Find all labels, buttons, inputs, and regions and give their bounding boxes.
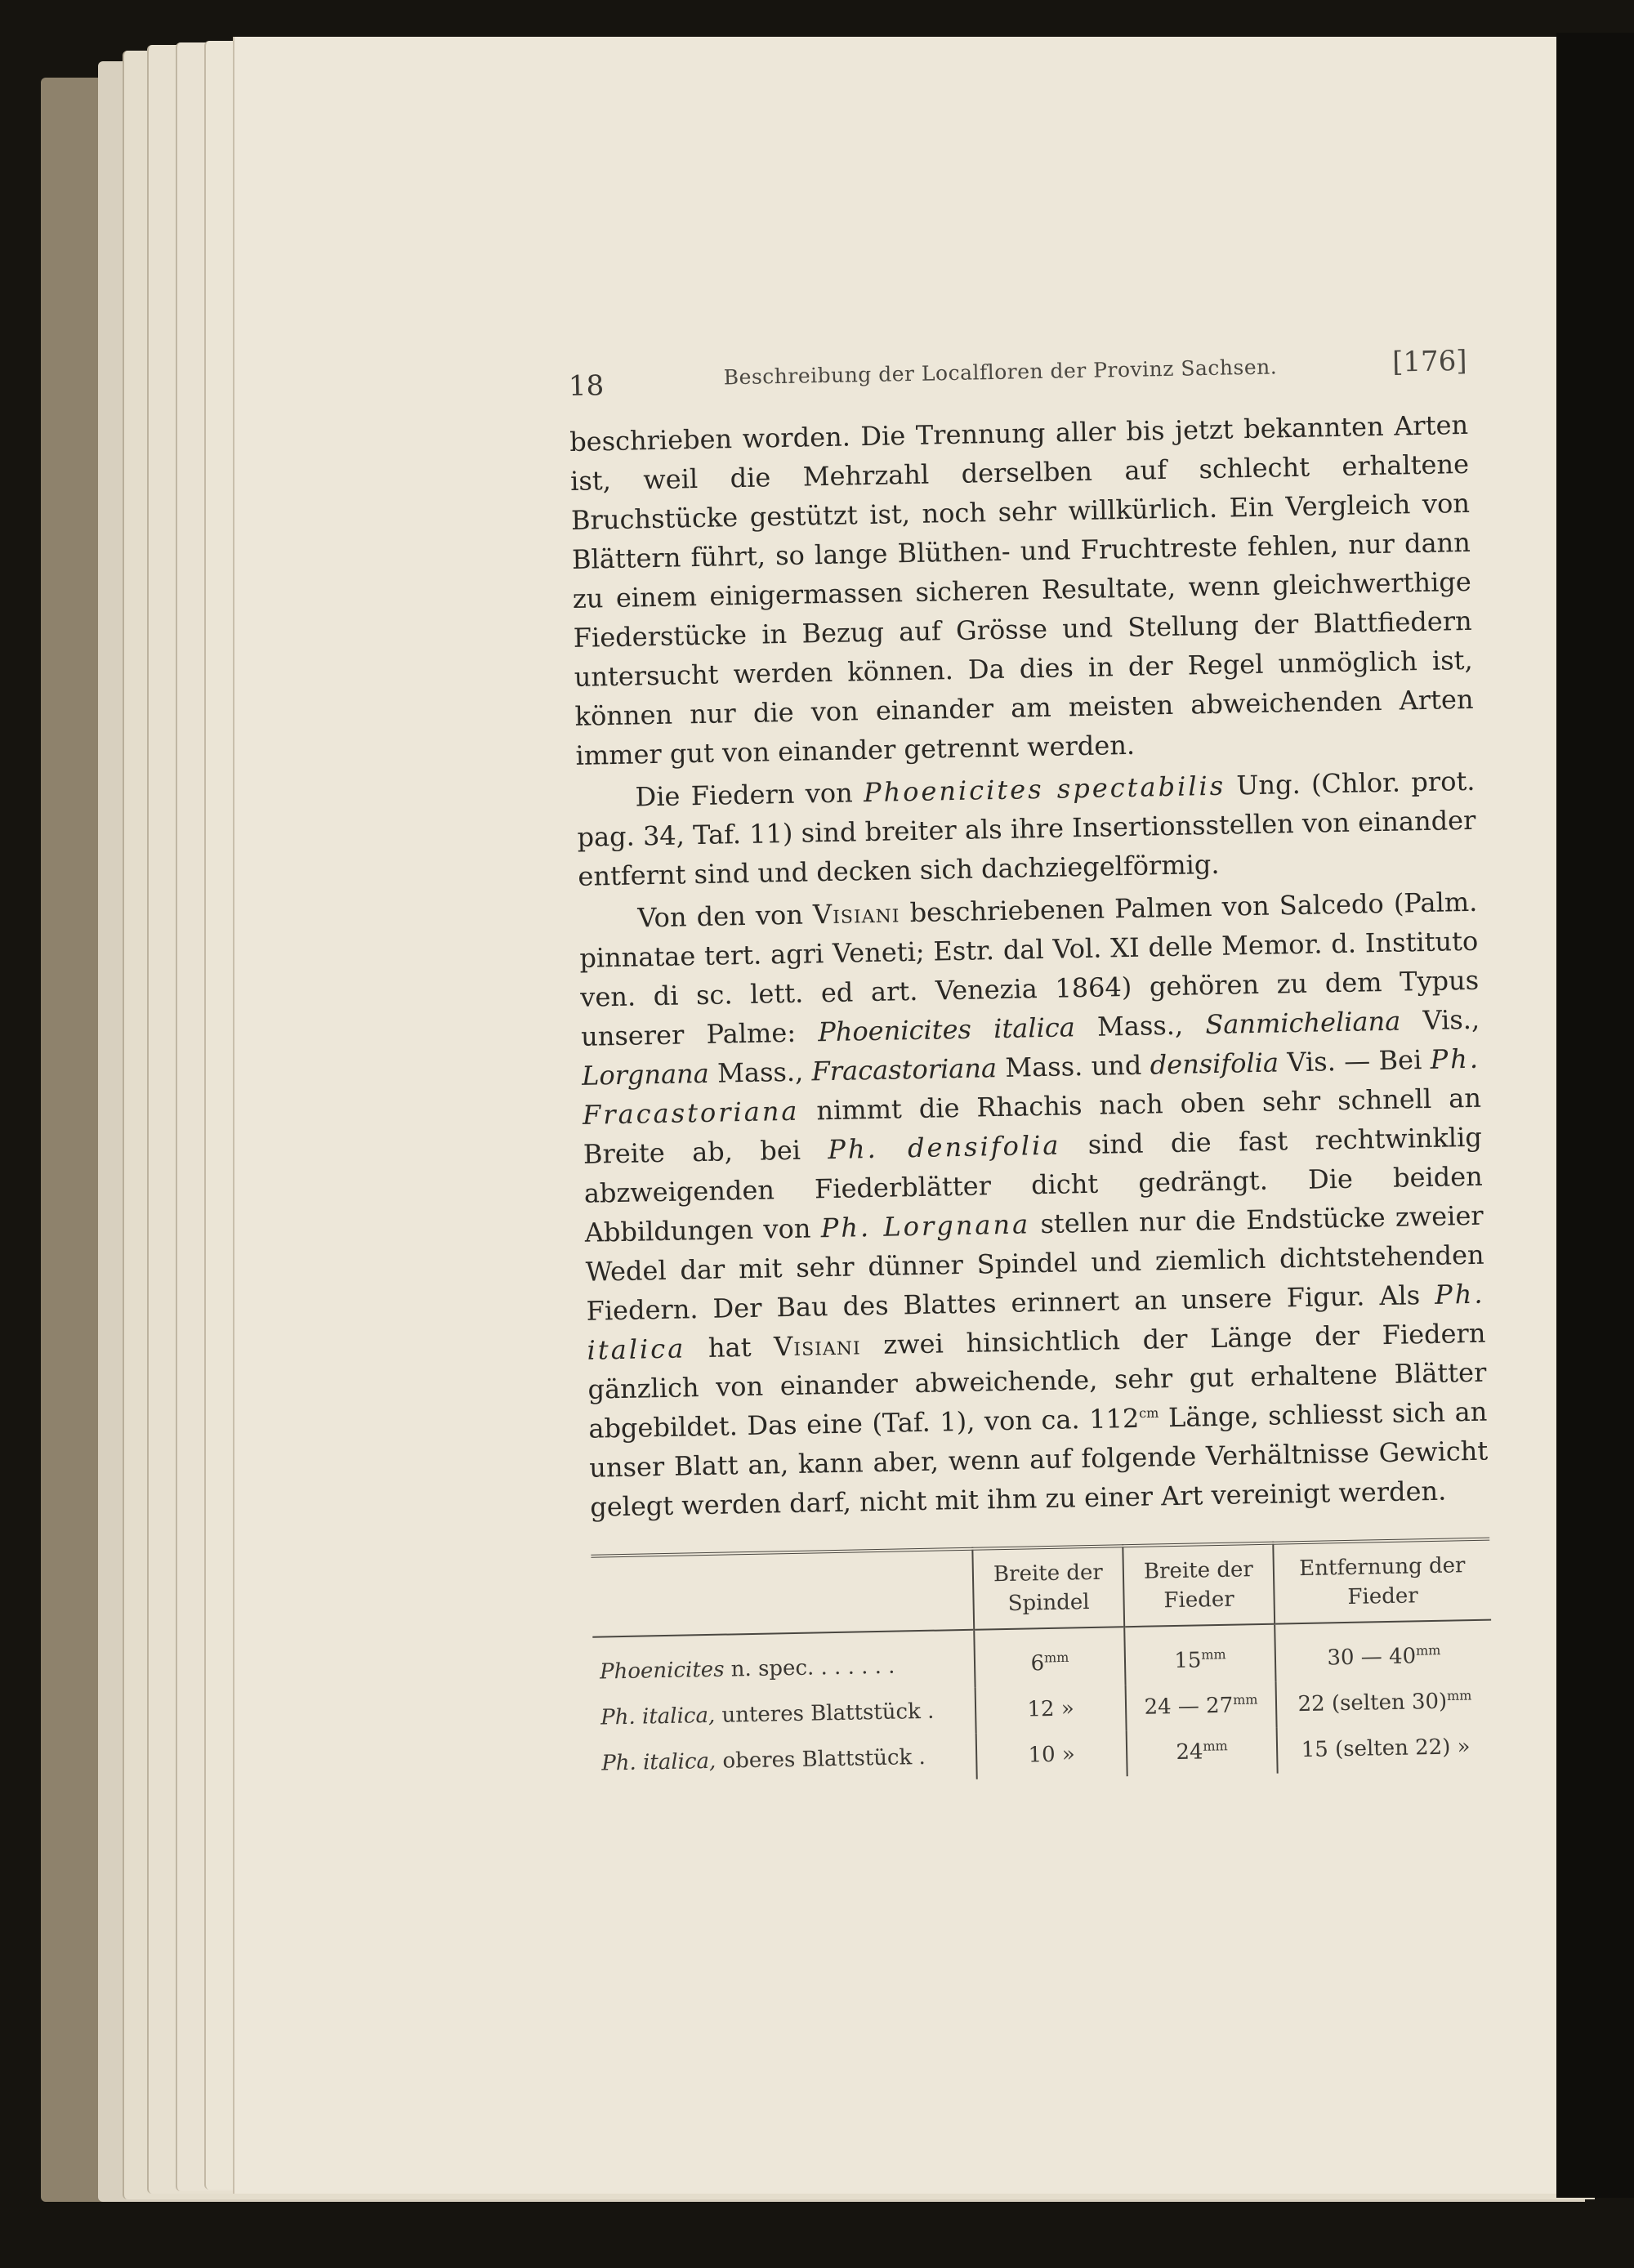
table-header: Breite der Spindel — [972, 1546, 1124, 1630]
page-number: 18 — [568, 369, 605, 403]
table-cell: 15 (selten 22) » — [1277, 1724, 1494, 1774]
table-cell-species: Phoenicites n. spec. . . . . . . — [599, 1654, 895, 1685]
species-name: Ph. Fracastoriana — [582, 1042, 1481, 1131]
paragraph: Von den von Visiani beschriebenen Palmen von Salcedo (Palm. pinnatae tert. agri Veneti; Estr. dal Vol. XI delle Memor. d. Instituto ven. di sc. lett. ed art. Venezia 1864) gehören zu dem Typus unserer Palme: Phoenicites italica Mass., Sanmicheliana Vis., Lorgnana Mass., Fracastoriana Mass. und densifolia Vis. — Bei Ph. Fracastoriana nimmt die Rhachis nach oben sehr schnell an Breite ab, bei Ph. densifolia sind die fast rechtwinklig abzweigenden Fiederblätter dicht gedrängt. Die beiden Abbildungen von Ph. Lorgnana stellen nur die Endstücke zweier Wedel dar mit sehr dünner Spindel und ziemlich dichtstehenden Fiedern. Der Bau des Blattes erinnert an unsere Figur. Als Ph. italica hat Visiani zwei hinsichtlich der Länge der Fiedern gänzlich von einander abweichende, sehr gut erhaltene Blätter abgebildet. Das eine (Taf. 1), von ca. $112^{cm}$ Länge, schliesst sich an unser Blatt an, kann aber, wenn auf folgende Verhältnisse Gewicht gelegt werden darf, nicht mit ihm zu einer Art vereinigt werden. — [578, 886, 1489, 1523]
book-gutter — [1556, 33, 1634, 2198]
table-cell: $15^{mm}$ — [1124, 1624, 1275, 1685]
table-cell: 10 » — [976, 1730, 1127, 1779]
running-title: Beschreibung der Localfloren der Provinz Sachsen. — [723, 355, 1278, 390]
species-name: Phoenicites italica — [817, 1011, 1076, 1048]
table-header: Breite der Fieder — [1123, 1543, 1275, 1627]
paragraph: beschrieben worden. Die Trennung aller bis jetzt bekannten Arten ist, weil die Mehrzahl derselben auf schlecht erhaltene Bruchstücke gestützt ist, noch sehr willkürlich. Ein Vergleich von Blättern führt, so lange Blüthen- und Fruchtreste fehlen, nur dann zu einem einigermassen sicheren Resultate, wenn gleichwerthige Fiederstücke in Bezug auf Grösse und Stellung der Blattfiedern untersucht werden können. Da dies in der Regel unmöglich ist, können nur die von einander am meisten abweichenden Arten immer gut von einander getrennt werden. — [569, 409, 1474, 771]
species-name: Ph. italica — [587, 1278, 1485, 1366]
unit-superscript: cm — [1138, 1404, 1159, 1422]
species-name: Fracastoriana — [811, 1052, 998, 1087]
table-cell-species: Ph. italica, oberes Blattstück . — [600, 1744, 926, 1776]
table-cell: 30 — $40^{mm}$ — [1275, 1620, 1492, 1682]
table-header: Entfernung der Fieder — [1273, 1539, 1491, 1624]
table-cell: 24 — $27^{mm}$ — [1126, 1682, 1277, 1731]
author-name: Visiani — [773, 1329, 861, 1363]
section-number: [176] — [1391, 344, 1467, 379]
table-cell: $24^{mm}$ — [1127, 1728, 1278, 1777]
paragraph: Die Fiedern von Phoenicites spectabilis Ung. (Chlor. prot. pag. 34, Taf. 11) sind breiter als ihre Insertionsstellen von einander entfernt sind und decken sich dachziegelförmig. — [577, 765, 1476, 892]
species-name: densifolia — [1150, 1047, 1279, 1081]
species-name: Lorgnana — [581, 1057, 710, 1092]
species-name: Ph. Lorgnana — [820, 1208, 1031, 1244]
species-name: Phoenicites spectabilis — [863, 770, 1226, 809]
measurement-table — [591, 1538, 1493, 1787]
body-text — [569, 405, 1489, 1527]
table-cell-species: Ph. italica, unteres Blattstück . — [600, 1699, 935, 1730]
table-cell: $6^{mm}$ — [974, 1627, 1125, 1688]
species-name: Sanmicheliana — [1204, 1005, 1401, 1041]
table-header-blank — [591, 1549, 974, 1637]
species-name: Ph. densifolia — [827, 1129, 1061, 1166]
author-name: Visiani — [812, 897, 900, 931]
page-content — [568, 330, 1494, 1787]
table-cell: 12 » — [975, 1685, 1127, 1734]
table-cell: 22 (selten 30)$^{mm}$ — [1276, 1678, 1493, 1728]
